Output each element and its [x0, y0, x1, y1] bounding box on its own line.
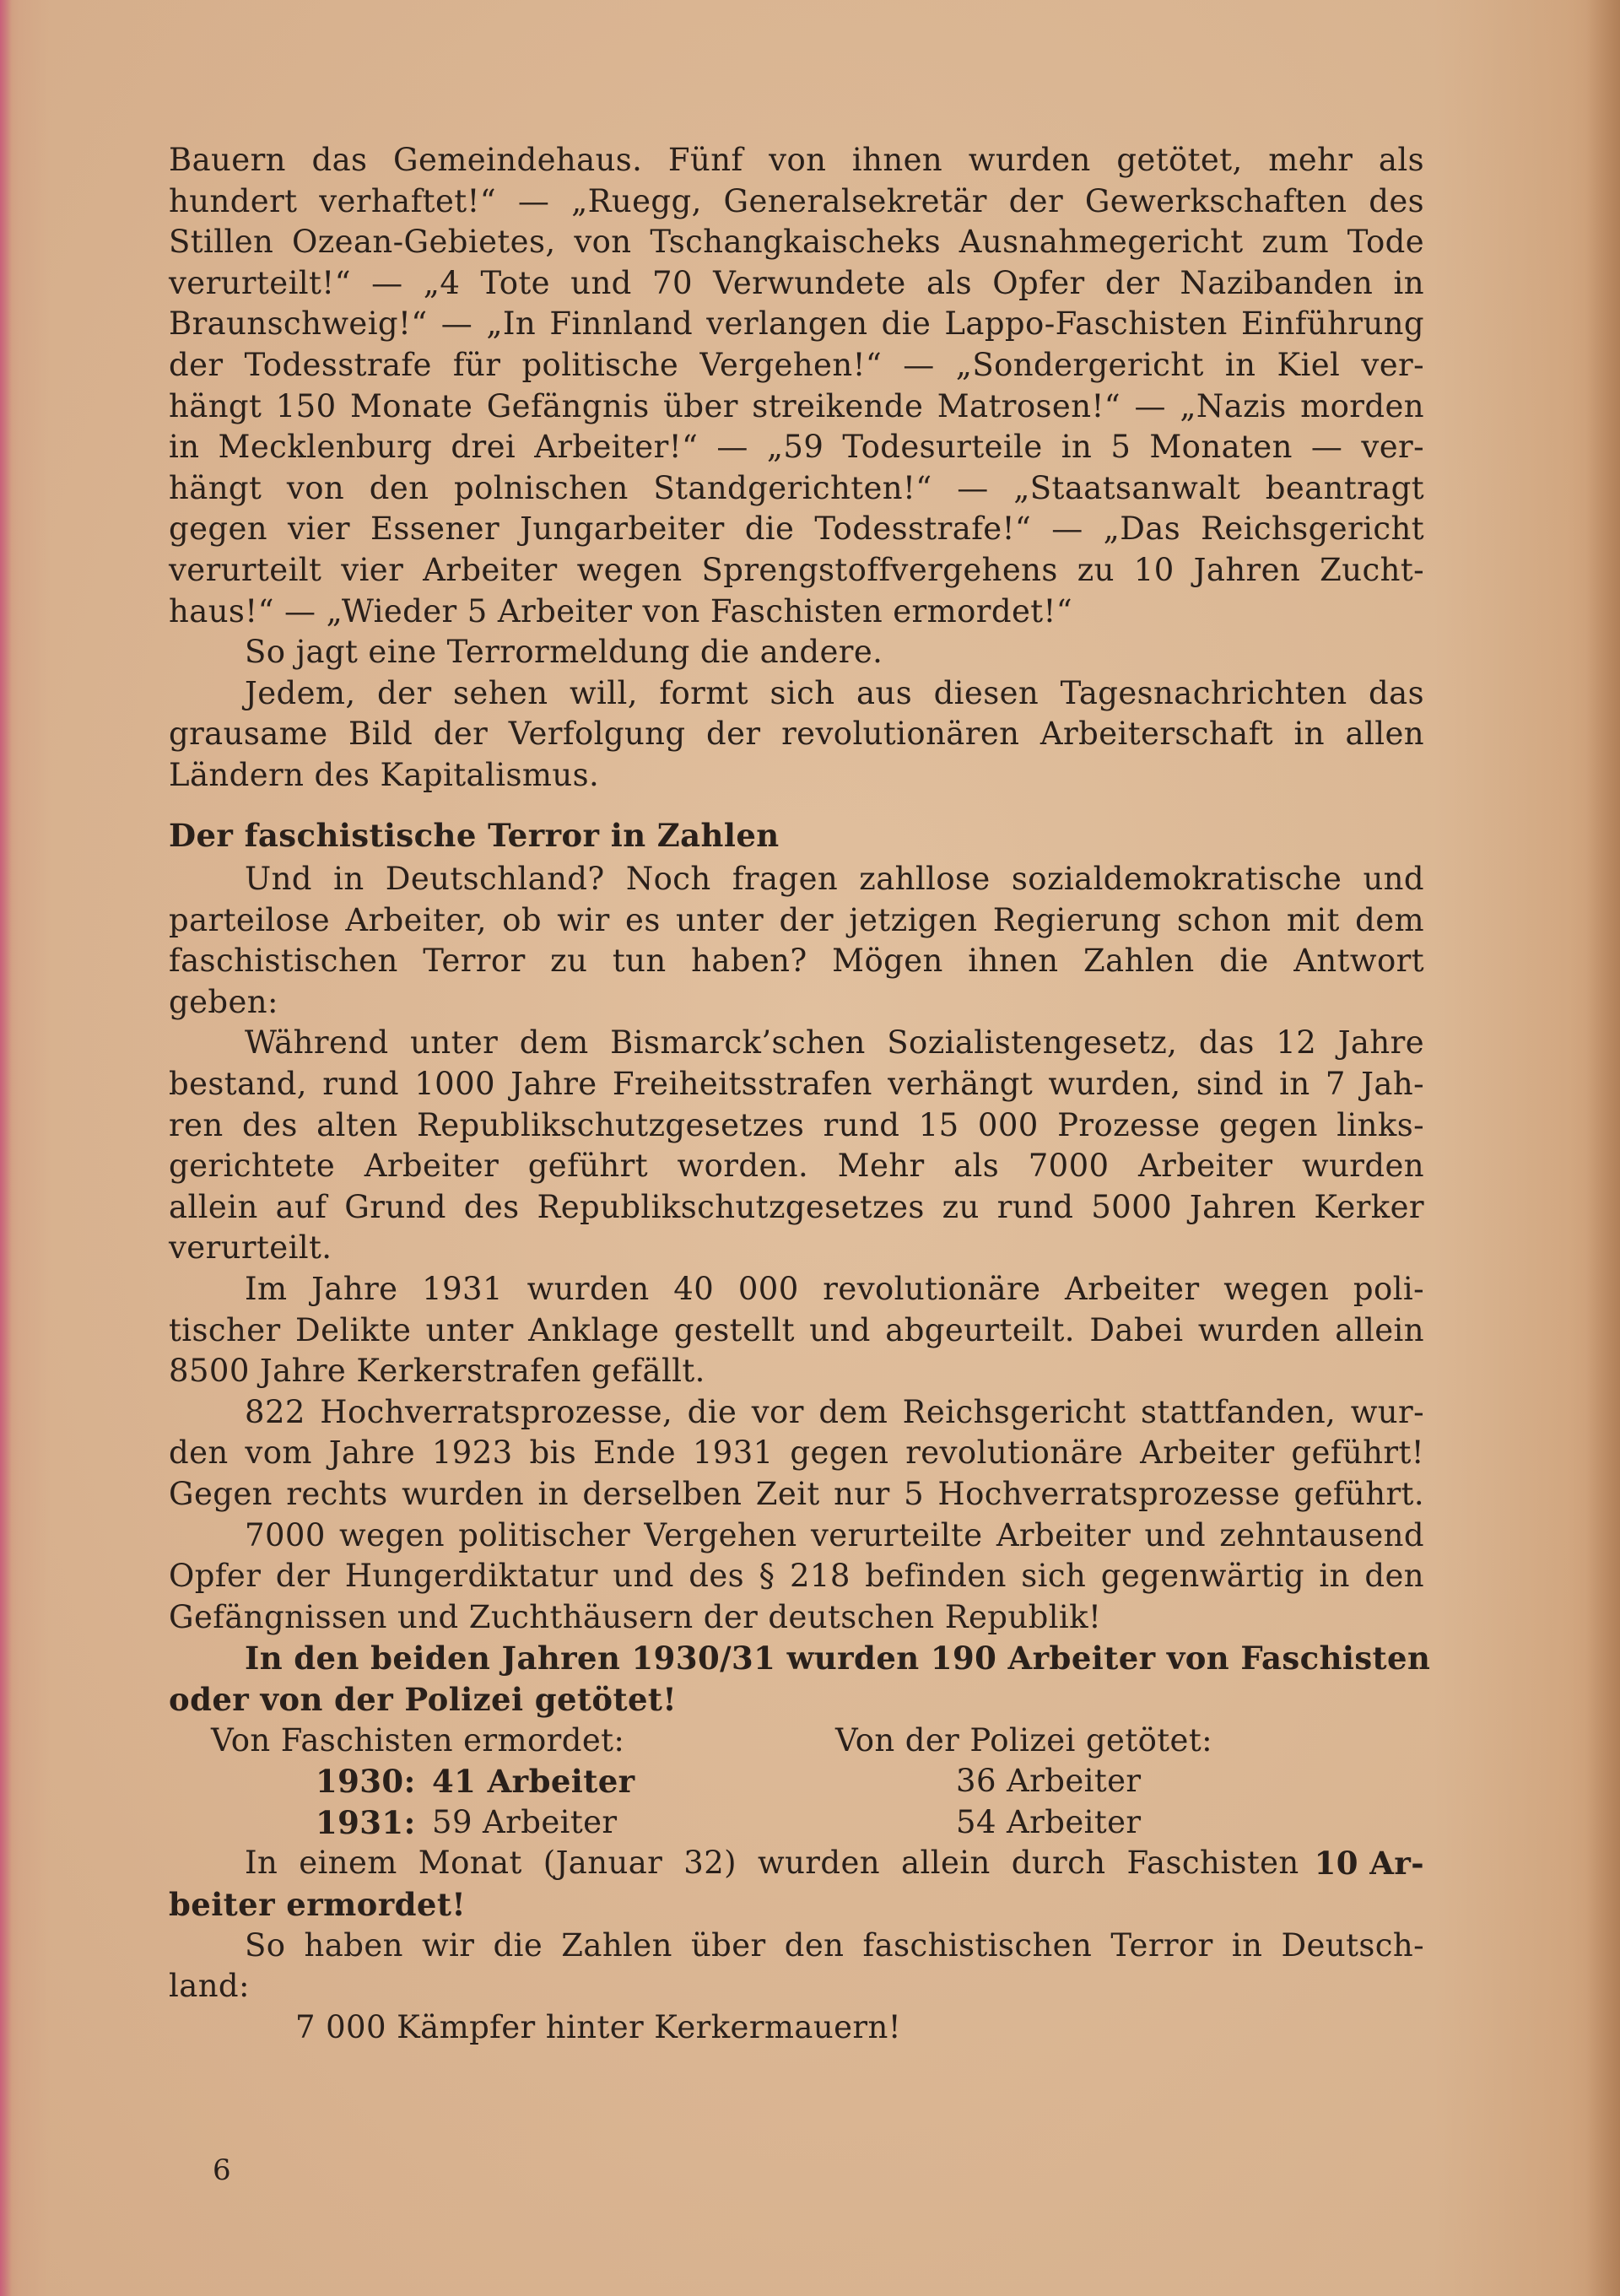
- text-line: tischer Delikte unter Anklage gestellt und abgeurteilt. Dabei wurden allein: [169, 1311, 1424, 1348]
- text-line: So jagt eine Terrormeldung die andere.: [245, 634, 883, 671]
- table-header-right: Von der Polizei getötet:: [835, 1721, 1212, 1758]
- page-right-edge: [1586, 0, 1620, 2296]
- text-line: faschistischen Terror zu tun haben? Mögen ihnen Zahlen die Antwort: [169, 943, 1424, 980]
- text-line: land:: [169, 1968, 250, 2005]
- text-line: 822 Hochverratsprozesse, die vor dem Reichsgericht stattfanden, wur-: [245, 1393, 1424, 1430]
- section-heading: Der faschistische Terror in Zahlen: [169, 816, 780, 854]
- text-line: Stillen Ozean-Gebietes, von Tschangkaischeks Ausnahmegericht zum Tode: [169, 224, 1424, 261]
- text-line: Gefängnissen und Zuchthäusern der deutschen Republik!: [169, 1598, 1102, 1635]
- text-line-part: In einem Monat (Januar 32) wurden allein durch Faschisten: [245, 1845, 1299, 1882]
- page-number: 6: [213, 2153, 231, 2187]
- text-line: [169, 1843, 1424, 1884]
- text-line: Und in Deutschland? Noch fragen zahllose sozialdemokratische und: [245, 861, 1424, 898]
- table-year: 1930:: [316, 1763, 416, 1801]
- text-line: 7 000 Kämpfer hinter Kerkermauern!: [295, 2008, 901, 2045]
- table-row: [169, 1802, 1424, 1844]
- text-line: hundert verhaftet!“ — „Ruegg, Generalsekretär der Gewerkschaften des: [169, 182, 1424, 219]
- text-line: verurteilt vier Arbeiter wegen Sprengstoffvergehens zu 10 Jahren Zucht-: [169, 551, 1424, 588]
- table-right-value: 54 Arbeiter: [956, 1803, 1142, 1840]
- text-line: Braunschweig!“ — „In Finnland verlangen die Lappo-Faschisten Einführung: [169, 305, 1424, 343]
- text-line: ren des alten Republikschutzgesetzes rund 15 000 Prozesse gegen links-: [169, 1106, 1424, 1143]
- table-header-left: Von Faschisten ermordet:: [211, 1721, 625, 1758]
- text-line: den vom Jahre 1923 bis Ende 1931 gegen revolutionäre Arbeiter geführt!: [169, 1434, 1424, 1472]
- text-line: Im Jahre 1931 wurden 40 000 revolutionäre Arbeiter wegen poli-: [245, 1271, 1424, 1308]
- text-line: gerichtete Arbeiter geführt worden. Mehr als 7000 Arbeiter wurden: [169, 1148, 1424, 1185]
- text-line: Jedem, der sehen will, formt sich aus diesen Tagesnachrichten das: [245, 674, 1424, 711]
- page-left-edge: [0, 0, 12, 2296]
- text-line: geben:: [169, 983, 278, 1020]
- text-line: bestand, rund 1000 Jahre Freiheitsstrafen verhängt wurden, sind in 7 Jah-: [169, 1066, 1424, 1103]
- text-line: 7000 wegen politischer Vergehen verurteilte Arbeiter und zehntausend: [245, 1516, 1424, 1553]
- text-line: allein auf Grund des Republikschutzgesetzes zu rund 5000 Jahren Kerker: [169, 1188, 1424, 1225]
- text-line: Während unter dem Bismarck’schen Sozialistengesetz, das 12 Jahre: [245, 1024, 1424, 1062]
- text-line: 8500 Jahre Kerkerstrafen gefällt.: [169, 1353, 705, 1390]
- bold-text-line: beiter ermordet!: [169, 1885, 466, 1923]
- bold-text-line: In den beiden Jahren 1930/31 wurden 190 Arbeiter von Faschisten: [245, 1640, 1431, 1677]
- table-row: [169, 1761, 1424, 1802]
- text-line: hängt von den polnischen Standgerichten!“ — „Staatsanwalt beantragt: [169, 469, 1424, 506]
- page-body-text: [169, 140, 1431, 2048]
- table-left-value-text: 41 Arbeiter: [432, 1763, 635, 1801]
- text-line: grausame Bild der Verfolgung der revolutionären Arbeiterschaft in allen: [169, 716, 1424, 753]
- table-left-value: 59 Arbeiter: [432, 1803, 618, 1840]
- table-year: 1931:: [316, 1803, 416, 1841]
- text-line: verurteilt.: [169, 1229, 332, 1267]
- text-line: in Mecklenburg drei Arbeiter!“ — „59 Todesurteile in 5 Monaten — ver-: [169, 429, 1424, 466]
- text-line: Gegen rechts wurden in derselben Zeit nur 5 Hochverratsprozesse geführt.: [169, 1476, 1424, 1512]
- text-line: der Todesstrafe für politische Vergehen!“ — „Sondergericht in Kiel ver-: [169, 346, 1424, 383]
- table-right-value: 36 Arbeiter: [956, 1763, 1142, 1800]
- text-line: haus!“ — „Wieder 5 Arbeiter von Faschisten ermordet!“: [169, 592, 1073, 629]
- text-line: Bauern das Gemeindehaus. Fünf von ihnen wurden getötet, mehr als: [169, 142, 1424, 178]
- text-line: verurteilt!“ — „4 Tote und 70 Verwundete als Opfer der Nazibanden in: [169, 264, 1424, 301]
- table-header-row: [169, 1721, 1424, 1762]
- bold-text-line: oder von der Polizei getötet!: [169, 1680, 678, 1718]
- text-line: parteilose Arbeiter, ob wir es unter der jetzigen Regierung schon mit dem: [169, 901, 1424, 938]
- text-line: Ländern des Kapitalismus.: [169, 756, 600, 793]
- text-line: hängt 150 Monate Gefängnis über streikende Matrosen!“ — „Nazis morden: [169, 387, 1424, 424]
- bold-text-part: 10 Ar-: [1314, 1845, 1424, 1883]
- table-left-value: [432, 1761, 635, 1803]
- text-line: Opfer der Hungerdiktatur und des § 218 befinden sich gegenwärtig in den: [169, 1558, 1424, 1595]
- text-line: gegen vier Essener Jungarbeiter die Todesstrafe!“ — „Das Reichsgericht: [169, 511, 1424, 548]
- text-line: So haben wir die Zahlen über den faschistischen Terror in Deutsch-: [245, 1926, 1424, 1964]
